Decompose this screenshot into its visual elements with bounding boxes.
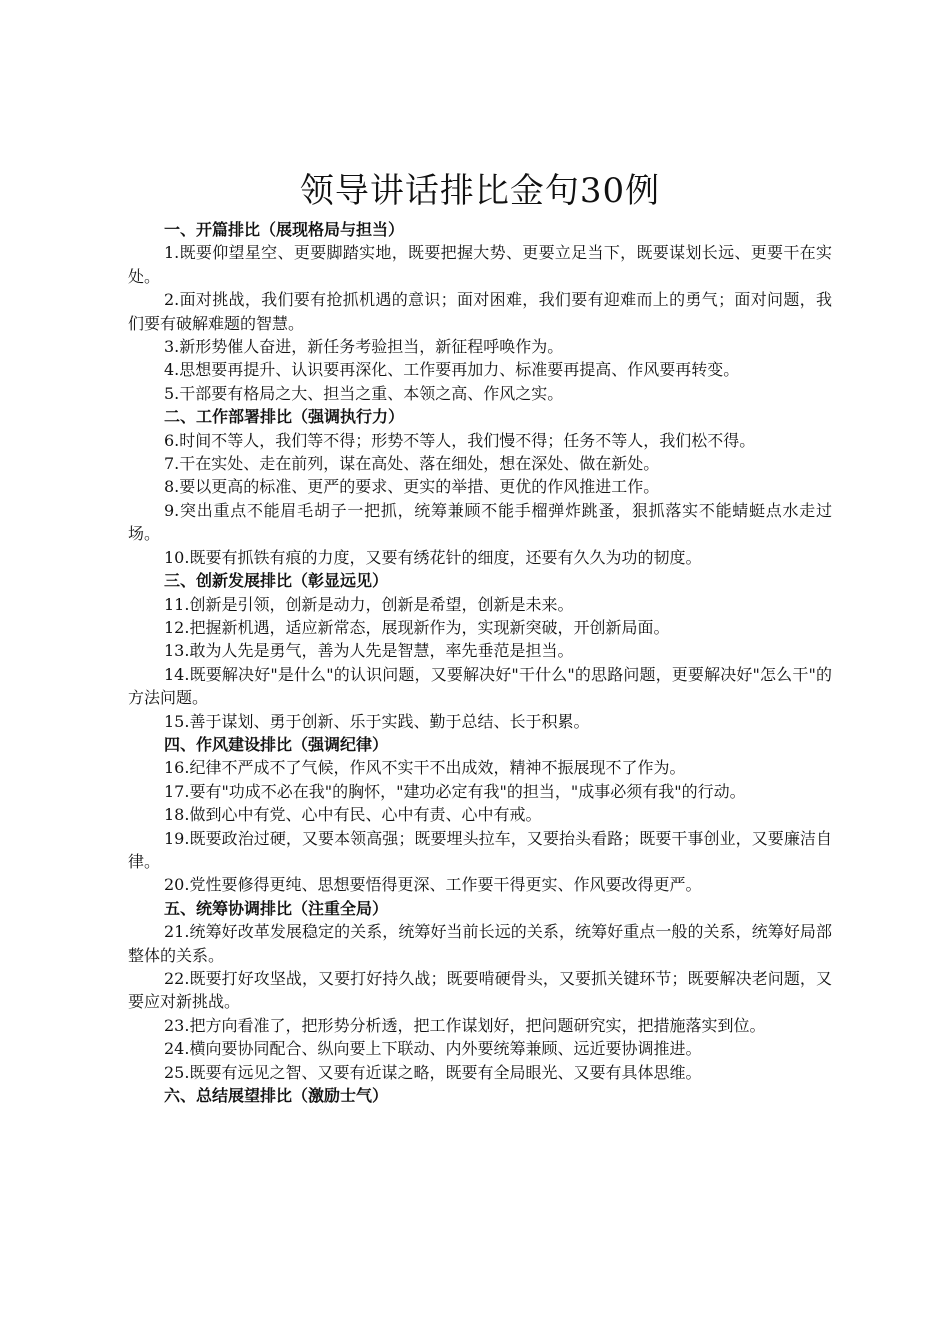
section-heading: 二、工作部署排比（强调执行力） [164,407,405,427]
list-item: 23.把方向看准了，把形势分析透，把工作谋划好，把问题研究实，把措施落实到位。 [164,1015,766,1035]
list-item: 6.时间不等人，我们等不得；形势不等人，我们慢不得；任务不等人，我们松不得。 [164,430,756,450]
list-item: 5.干部要有格局之大、担当之重、本领之高、作风之实。 [164,383,564,403]
list-item: 17.要有"功成不必在我"的胸怀，"建功必定有我"的担当，"成事必须有我"的行动。 [164,781,746,801]
list-item: 3.新形势催人奋进，新任务考验担当，新征程呼唤作为。 [164,337,564,357]
section-heading: 四、作风建设排比（强调纪律） [164,734,389,754]
section-heading: 三、创新发展排比（彰显远见） [164,571,389,591]
list-item: 11.创新是引领，创新是动力，创新是希望，创新是未来。 [164,594,574,614]
list-item: 21.统筹好改革发展稳定的关系，统筹好当前长远的关系，统筹好重点一般的关系，统筹好局部整体的关系。 [128,922,832,965]
list-item: 4.思想要再提升、认识要再深化、工作要再加力、标准要再提高、作风要再转变。 [164,360,740,380]
list-item: 24.横向要协同配合、纵向要上下联动、内外要统筹兼顾、远近要协调推进。 [164,1039,702,1059]
list-item: 15.善于谋划、勇于创新、乐于实践、勤于总结、长于积累。 [164,711,590,731]
list-item: 19.既要政治过硬，又要本领高强；既要埋头拉车，又要抬头看路；既要干事创业，又要廉洁自律。 [128,828,832,871]
list-item: 25.既要有远见之智、又要有近谋之略，既要有全局眼光、又要有具体思维。 [164,1062,702,1082]
document-title: 领导讲话排比金句30例 [299,171,661,211]
list-item: 1.既要仰望星空、更要脚踏实地，既要把握大势、更要立足当下，既要谋划长远、更要干在实处。 [128,243,832,286]
list-item: 10.既要有抓铁有痕的力度，又要有绣花针的细度，还要有久久为功的韧度。 [164,547,702,567]
list-item: 14.既要解决好"是什么"的认识问题，又要解决好"干什么"的思路问题，更要解决好"怎么干"的方法问题。 [128,664,832,708]
list-item: 2.面对挑战，我们要有抢抓机遇的意识；面对困难，我们要有迎难而上的勇气；面对问题，我们要有破解难题的智慧。 [128,290,832,333]
section-heading: 五、统筹协调排比（注重全局） [164,898,389,918]
list-item: 20.党性要修得更纯、思想要悟得更深、工作要干得更实、作风要改得更严。 [164,875,702,895]
list-item: 22.既要打好攻坚战，又要打好持久战；既要啃硬骨头，又要抓关键环节；既要解决老问题，又要应对新挑战。 [128,969,832,1012]
list-item: 12.把握新机遇，适应新常态，展现新作为，实现新突破，开创新局面。 [164,617,670,637]
list-item: 7.干在实处、走在前列，谋在高处、落在细处，想在深处、做在新处。 [164,454,660,474]
section-heading: 六、总结展望排比（激励士气） [164,1086,389,1106]
list-item: 8.要以更高的标准、更严的要求、更实的举措、更优的作风推进工作。 [164,477,660,497]
section-heading: 一、开篇排比（展现格局与担当） [164,220,405,239]
list-item: 9.突出重点不能眉毛胡子一把抓，统筹兼顾不能手榴弹炸跳蚤，狠抓落实不能蜻蜓点水走过场。 [128,500,832,544]
list-item: 16.纪律不严成不了气候，作风不实干不出成效，精神不振展现不了作为。 [164,758,686,778]
document-body [128,218,832,1107]
list-item: 13.敢为人先是勇气，善为人先是智慧，率先垂范是担当。 [164,641,574,661]
list-item: 18.做到心中有党、心中有民、心中有责、心中有戒。 [164,805,542,825]
